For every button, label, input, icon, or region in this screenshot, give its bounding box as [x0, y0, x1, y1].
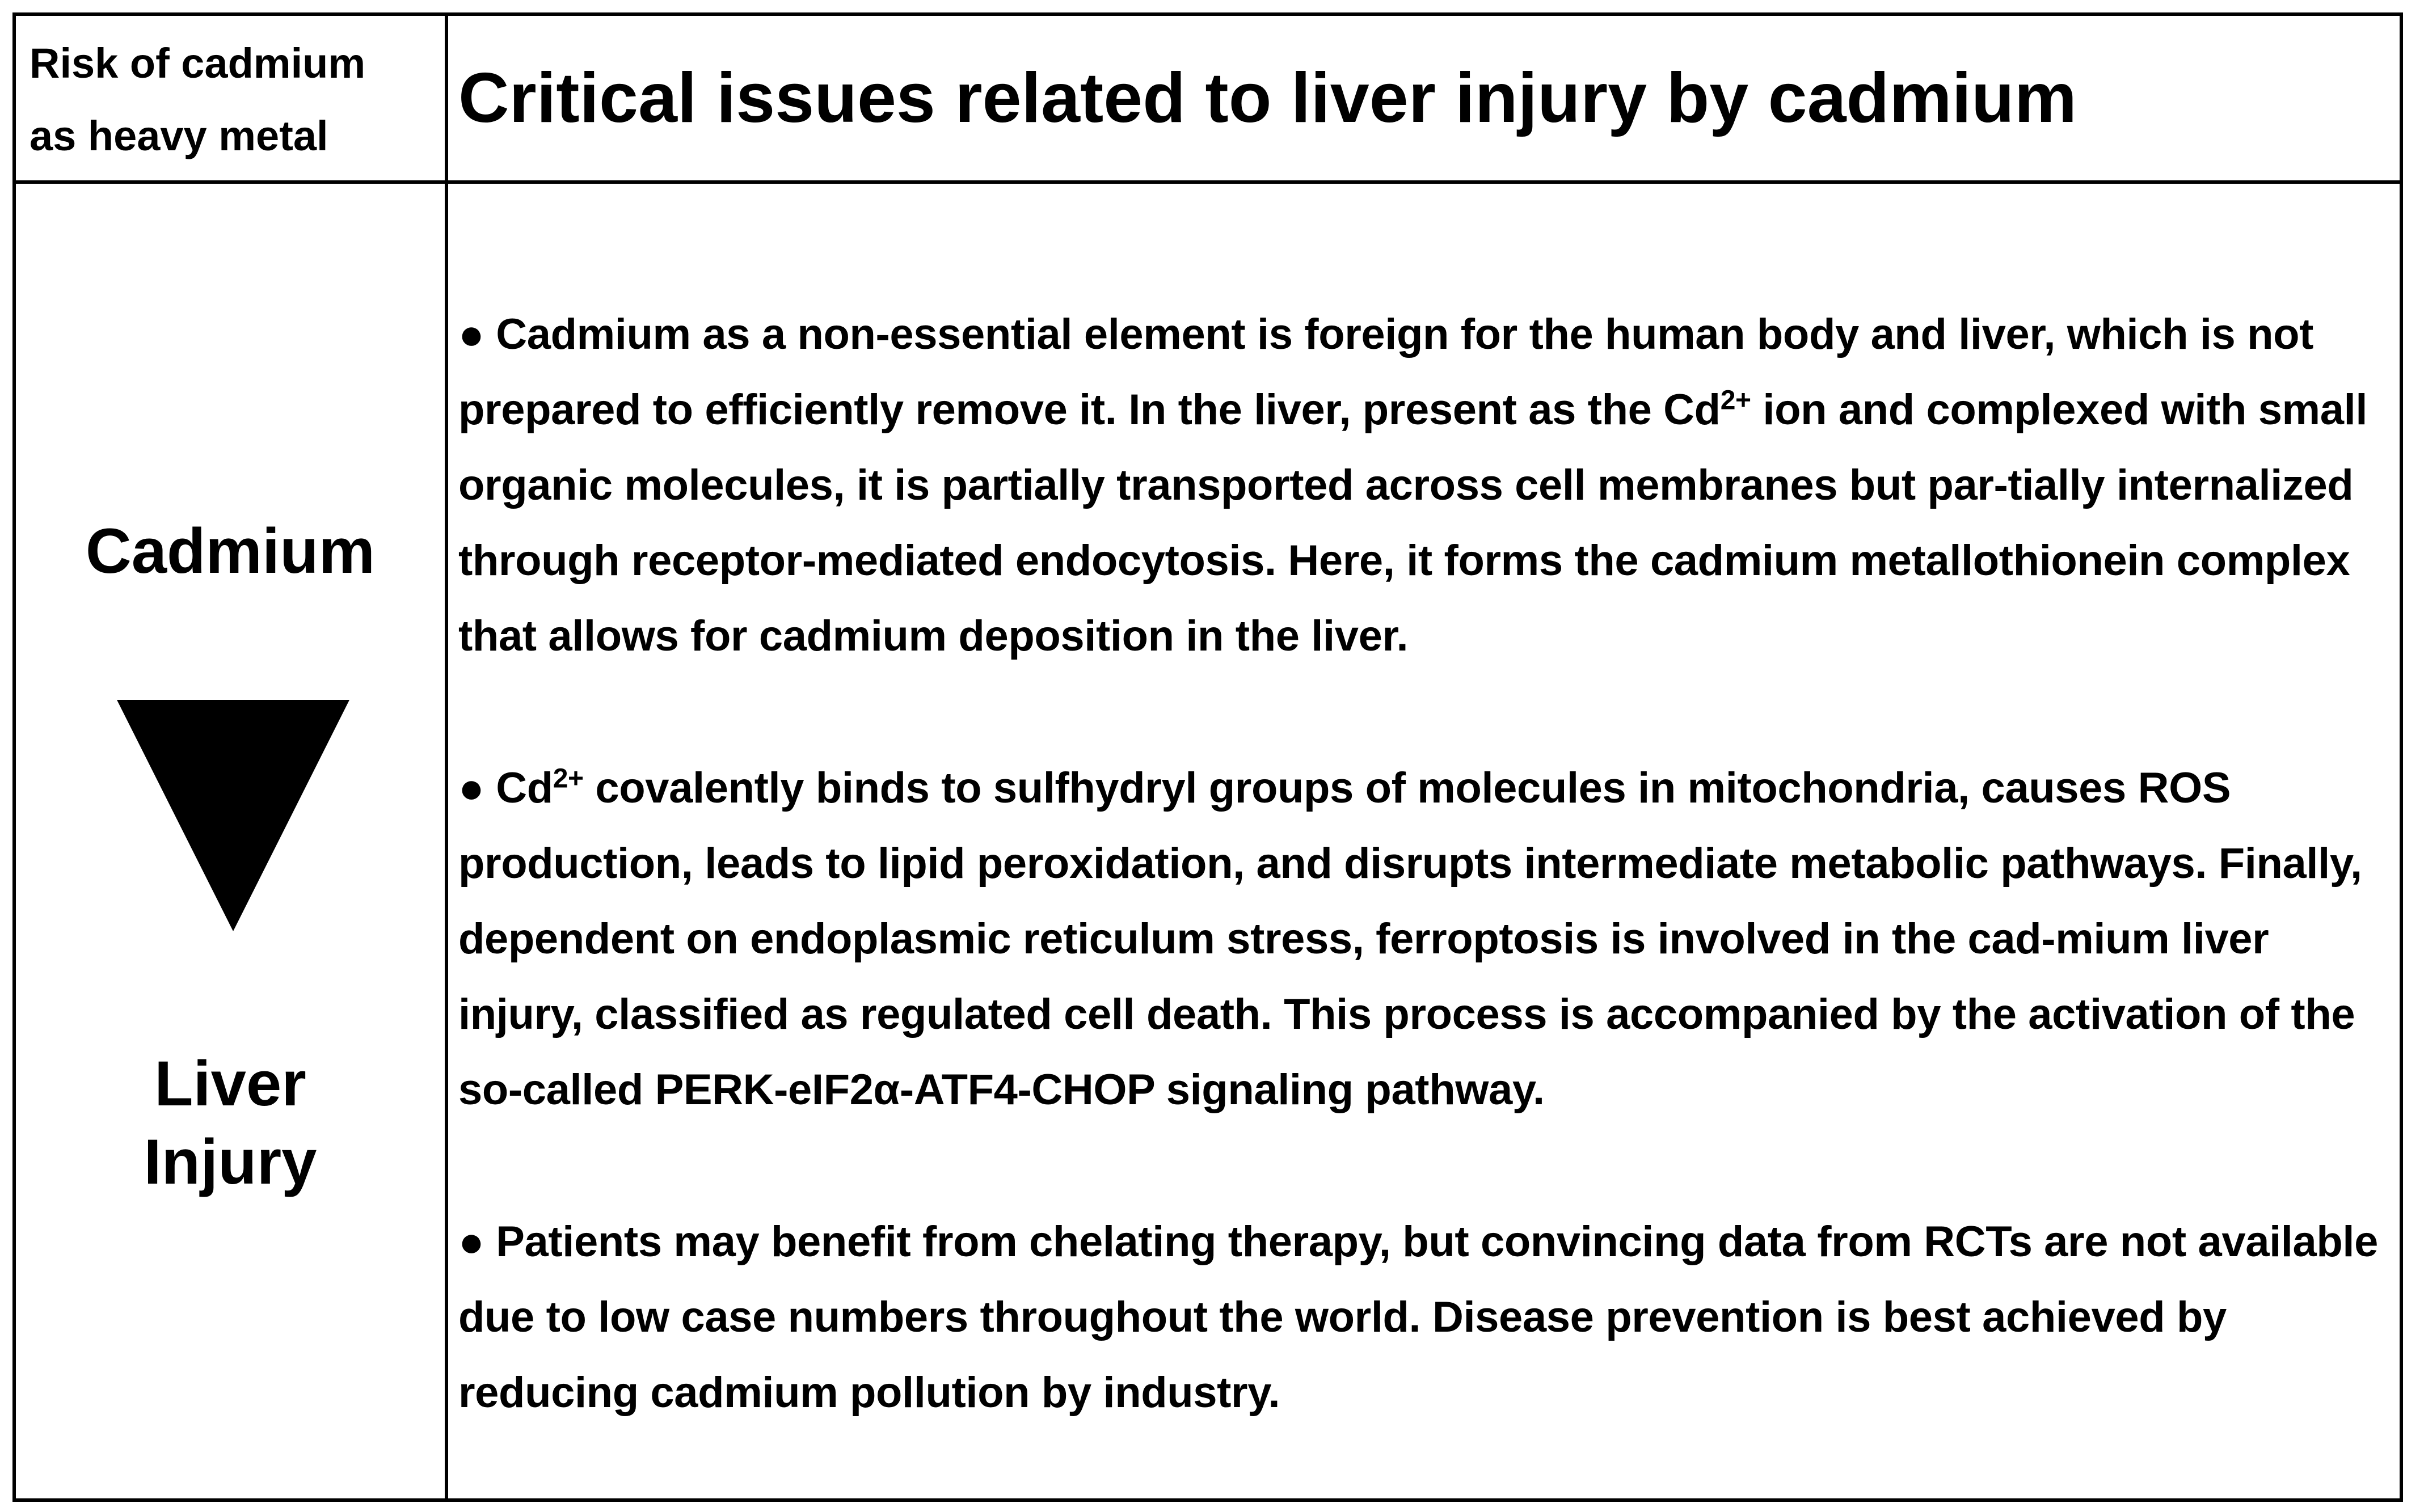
column-divider	[445, 16, 448, 1498]
left-panel	[16, 184, 445, 1502]
issues-list	[458, 297, 2398, 1507]
issue-paragraph-2	[458, 750, 2398, 1127]
charge-superscript: 2+	[553, 763, 584, 794]
bullet: ●	[458, 764, 484, 812]
bullet: ●	[458, 1218, 484, 1266]
issue-text: Cd	[496, 764, 553, 812]
cadmium-label: Cadmium	[85, 516, 376, 586]
bullet: ●	[458, 310, 484, 358]
liver-injury-label: Liver Injury	[144, 1048, 317, 1197]
issue-text: Patients may benefit from chelating therapy, but convincing data from RCTs are not available due to low case numbers throughout the world. Disease prevention is best achieved by reducing cadmium pollution by industry.	[458, 1218, 2378, 1417]
charge-superscript: 2+	[1720, 385, 1751, 416]
issue-text: Cadmium as a non-essential element is foreign for the human body and liver, which is not prepared to efficiently remove it. In the liver, present as the Cd	[458, 310, 2314, 434]
table-title: Critical issues related to liver injury by cadmium	[458, 59, 2077, 137]
table-frame	[12, 12, 2403, 1502]
header-right-cell	[458, 16, 2387, 180]
issue-paragraph-3	[458, 1204, 2398, 1430]
issue-text: ion and complexed with small organic molecules, it is partially transported across cell membranes but par-tially internalized through receptor-mediated endocytosis. Here, it forms the cadmium metallothionein complex that allows for cadmium deposition in the liver.	[458, 386, 2368, 660]
issue-paragraph-1	[458, 297, 2398, 674]
header-left-cell: Risk of cadmium as heavy metal	[29, 40, 366, 159]
down-triangle-icon	[117, 700, 349, 931]
issue-text: covalently binds to sulfhydryl groups of molecules in mitochondria, causes ROS production, leads to lipid peroxidation, and disrupts intermediate metabolic pathways. Finally, dependent on endoplasmic reticulum stress, ferroptosis is involved in the cad-mium liver injury, classified as regulated cell death. This process is accompanied by the activation of the so-called PERK-eIF2α-ATF4-CHOP signaling pathway.	[458, 764, 2362, 1114]
